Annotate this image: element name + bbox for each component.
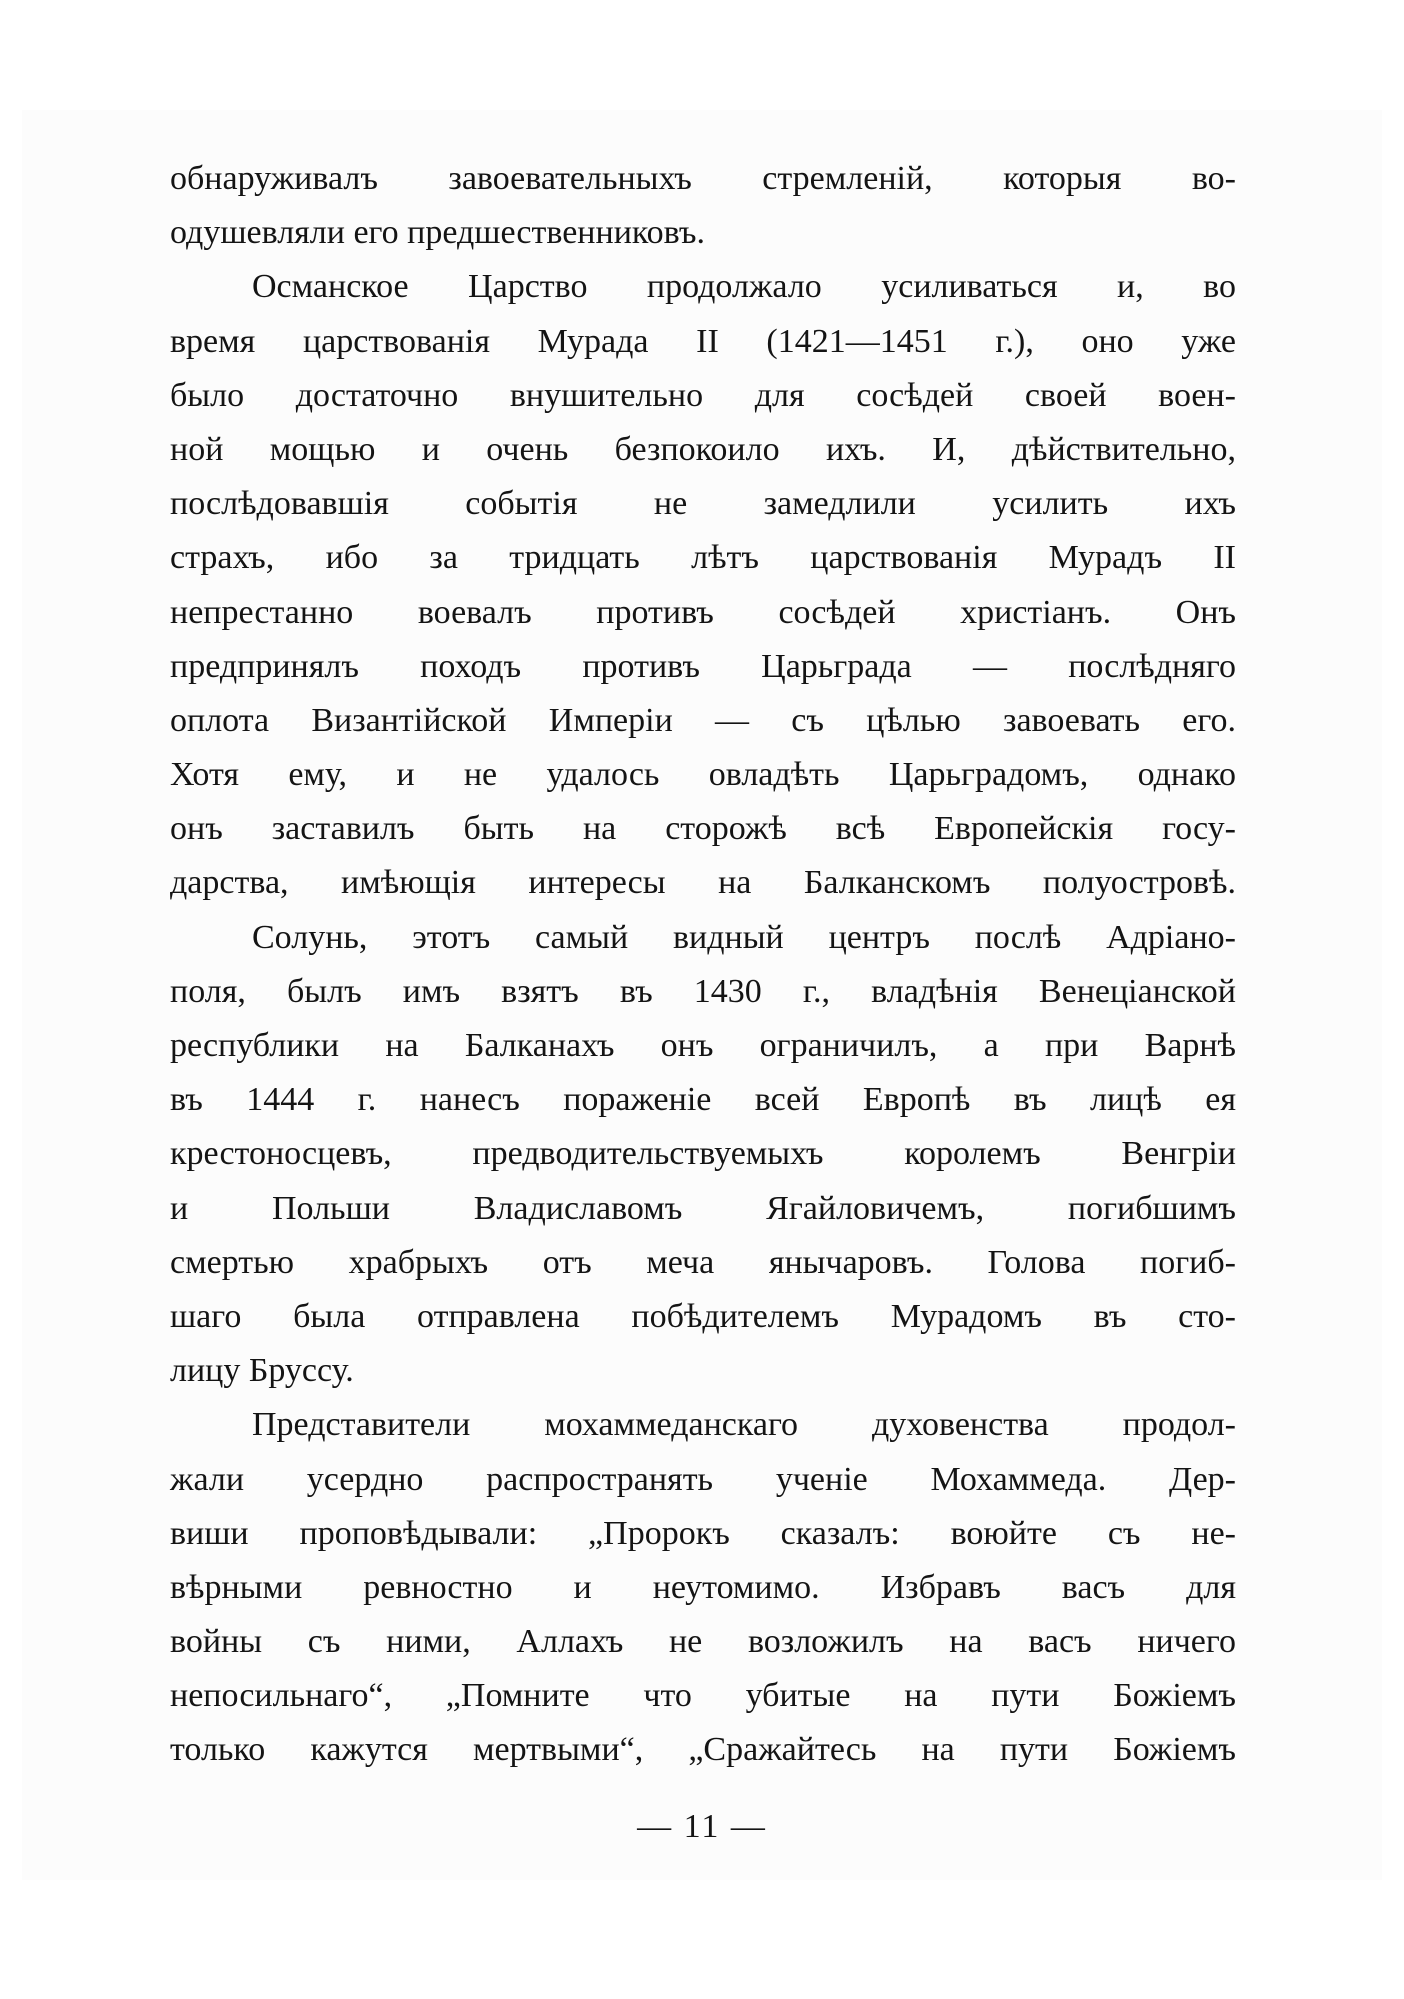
text-line: предпринялъ походъ противъ Царьграда — послѣдняго	[170, 647, 1236, 685]
text-line: шаго была отправлена побѣдителемъ Мурадомъ въ сто-	[170, 1297, 1236, 1335]
text-line: онъ заставилъ быть на сторожѣ всѣ Европейскія госу-	[170, 810, 1236, 848]
text-line: жали усердно распространять ученіе Мохаммеда. Дер-	[170, 1460, 1236, 1498]
text-line: непосильнаго“, „Помните что убитые на пути Божіемъ	[170, 1677, 1236, 1715]
text-line: войны съ ними, Аллахъ не возложилъ на васъ ничего	[170, 1623, 1236, 1661]
text-line: республики на Балканахъ онъ ограничилъ, а при Варнѣ	[170, 1027, 1236, 1064]
text-line: и Польши Владиславомъ Ягайловичемъ, погибшимъ	[170, 1189, 1236, 1227]
text-line: было достаточно внушительно для сосѣдей своей воен-	[170, 376, 1236, 414]
text-line: вѣрными ревностно и неутомимо. Избравъ васъ для	[170, 1568, 1236, 1606]
text-line: дарства, имѣющія интересы на Балканскомъ полуостровѣ.	[170, 864, 1236, 902]
text-line: непрестанно воевалъ противъ сосѣдей христіанъ. Онъ	[170, 593, 1236, 631]
text-line: крестоносцевъ, предводительствуемыхъ королемъ Венгріи	[170, 1135, 1236, 1173]
page-body	[170, 152, 1236, 1778]
text-line: лицу Бруссу.	[170, 1352, 354, 1390]
page-number: — 11 —	[637, 1808, 767, 1845]
text-line: Хотя ему, и не удалось овладѣть Царьградомъ, однако	[170, 756, 1236, 794]
text-line: ной мощью и очень безпокоило ихъ. И, дѣйствительно,	[170, 430, 1236, 468]
text-line: въ 1444 г. нанесъ пораженіе всей Европѣ въ лицѣ ея	[170, 1081, 1236, 1119]
text-line: только кажутся мертвыми“, „Сражайтесь на пути Божіемъ	[170, 1731, 1236, 1769]
text-line: одушевляли его предшественниковъ.	[170, 214, 705, 252]
text-line: Солунь, этотъ самый видный центръ послѣ Адріано-	[252, 918, 1236, 956]
text-line: Представители мохаммеданскаго духовенства продол-	[252, 1406, 1236, 1444]
text-line: поля, былъ имъ взятъ въ 1430 г., владѣнія Венеціанской	[170, 972, 1236, 1010]
text-line: обнаруживалъ завоевательныхъ стремленій, которыя во-	[170, 160, 1236, 197]
text-line: время царствованія Мурада II (1421—1451 г.), оно уже	[170, 322, 1236, 360]
text-line: послѣдовавшія событія не замедлили усилить ихъ	[170, 485, 1236, 523]
text-line: смертью храбрыхъ отъ меча янычаровъ. Голова погиб-	[170, 1243, 1236, 1281]
text-line: оплота Византійской Имперіи — съ цѣлью завоевать его.	[170, 701, 1236, 739]
text-line: страхъ, ибо за тридцать лѣтъ царствованія Мурадъ II	[170, 539, 1236, 577]
text-line: виши проповѣдывали: „Пророкъ сказалъ: воюйте съ не-	[170, 1514, 1236, 1552]
text-line: Османское Царство продолжало усиливаться и, во	[252, 268, 1236, 306]
